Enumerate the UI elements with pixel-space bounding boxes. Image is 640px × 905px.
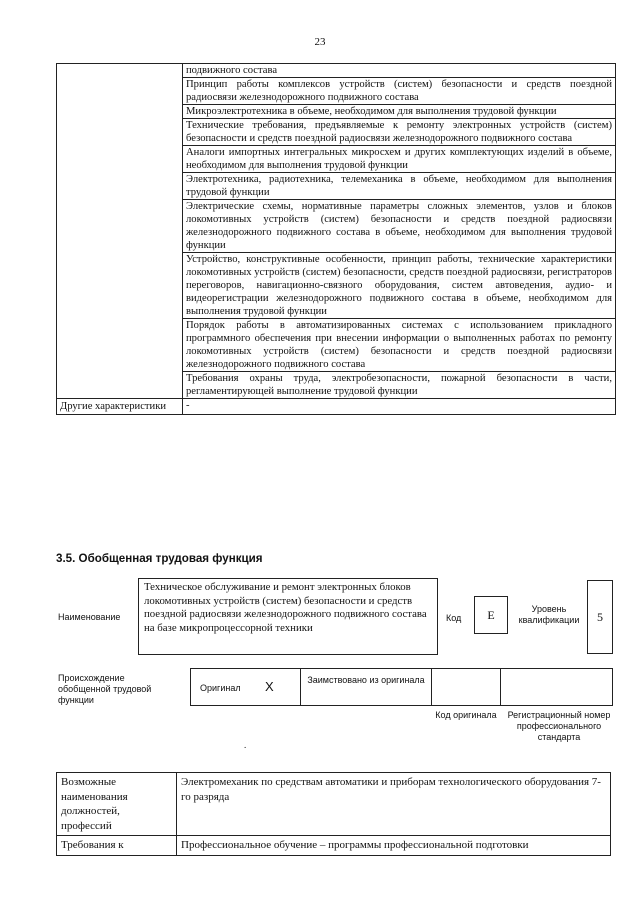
table-row: [57, 773, 611, 836]
page-number: 23: [314, 36, 326, 48]
origin-box: [190, 668, 613, 706]
code-original-cell: [432, 669, 501, 705]
knowledge-item: подвижного состава: [183, 64, 616, 78]
table-row: [57, 64, 616, 78]
knowledge-item: Устройство, конструктивные особенности, принцип работы, технические характеристики локомотивных устройств (систем) безопасности, средств поездной радиосвязи, регистраторов переговоров, навигационно-связного оборудования, систем автоведения, аудио- и видеорегистрации железнодорожного подвижного состава в объеме, необходимом для выполнения трудовой функции: [183, 253, 616, 319]
knowledge-item: Аналоги импортных интегральных микросхем и других комплектующих изделий в объеме, необходимом для выполнения трудовой функции: [183, 146, 616, 173]
code-original-label: Код оригинала: [435, 710, 497, 720]
requirements-value: Профессиональное обучение – программы профессиональной подготовки: [177, 836, 611, 856]
original-mark: X: [265, 679, 274, 694]
knowledge-item: Технические требования, предъявляемые к ремонту электронных устройств (систем) безопасности и средств поездной радиосвязи железнодорожного подвижного состава: [183, 119, 616, 146]
origin-label: Происхождение обобщенной трудовой функции: [58, 673, 152, 705]
code-value: E: [474, 596, 508, 634]
borrowed-label: Заимствовано из оригинала: [307, 675, 425, 685]
knowledge-item: Порядок работы в автоматизированных системах с использованием прикладного программного обеспечения при внесении информации о выполненных работах по ремонту локомотивных устройств (систем) безопасности и средств поездной радиосвязи железнодорожного подвижного состава: [183, 319, 616, 372]
knowledge-item: Принцип работы комплексов устройств (систем) безопасности и средств поездной радиосвязи железнодорожного подвижного состава: [183, 78, 616, 105]
table-row: [57, 836, 611, 856]
requirements-label: Требования к: [57, 836, 177, 856]
knowledge-table: [56, 63, 616, 415]
knowledge-item: Электрические схемы, нормативные параметры сложных элементов, узлов и блоков локомотивных устройств (систем) безопасности и средств поездной радиосвязи железнодорожного подвижного состава в объеме, необходимом для выполнения трудовой функции: [183, 200, 616, 253]
code-label: Код: [446, 613, 462, 623]
knowledge-item: Электротехника, радиотехника, телемеханика в объеме, необходимом для выполнения трудовой функции: [183, 173, 616, 200]
name-label: Наименование: [58, 612, 121, 622]
other-characteristics-label: Другие характеристики: [57, 399, 183, 415]
table-row: [57, 399, 616, 415]
positions-value: Электромеханик по средствам автоматики и приборам технологического оборудования 7-го разряда: [177, 773, 611, 836]
function-name-box: Техническое обслуживание и ремонт электронных блоков локомотивных устройств (систем) безопасности и средств поездной радиосвязи железнодорожного подвижного состава на базе микропроцессорной техники: [138, 578, 438, 655]
knowledge-item: Требования охраны труда, электробезопасности, пожарной безопасности в части, регламентирующей выполнение трудовой функции: [183, 372, 616, 399]
qualification-level-value: 5: [587, 580, 613, 654]
registration-number-label: Регистрационный номер профессионального стандарта: [507, 710, 611, 742]
positions-label: Возможные наименования должностей, профессий: [57, 773, 177, 836]
section-title: 3.5. Обобщенная трудовая функция: [56, 552, 263, 565]
other-characteristics-value: -: [183, 399, 616, 415]
qualification-level-label: Уровень квалификации: [518, 604, 580, 625]
knowledge-item: Микроэлектротехника в объеме, необходимом для выполнения трудовой функции: [183, 105, 616, 119]
stray-dot: .: [244, 740, 247, 750]
positions-table: [56, 772, 611, 856]
original-label: Оригинал: [200, 683, 241, 693]
row-label-cell: [57, 64, 183, 399]
